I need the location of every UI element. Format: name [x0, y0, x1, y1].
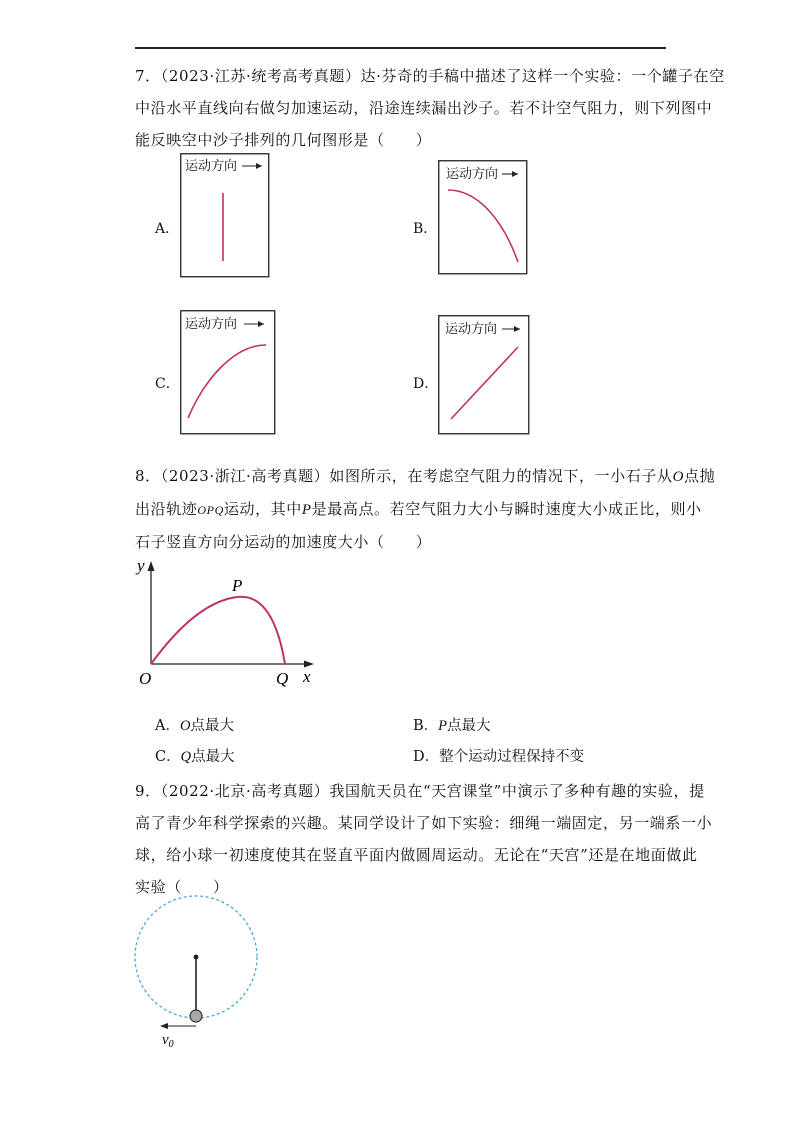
q7-b-sand-curve [448, 190, 518, 262]
q7-line-2: 中沿水平直线向右做匀加速运动，沿途连续漏出沙子。若不计空气阻力，则下列图中 [135, 99, 713, 117]
q8-choice-a-text: 点最大 [190, 718, 234, 734]
q9-circular-motion-figure [130, 888, 270, 1053]
q8-choice-c-var: Q [180, 749, 192, 765]
q7-d-direction-text: 运动方向 [445, 322, 498, 337]
q7-c-arrow-icon [244, 321, 264, 327]
q8-choice-d[interactable] [413, 745, 584, 766]
q7-option-c-label: C． [155, 376, 180, 392]
q8-choice-c-text: 点最大 [191, 749, 235, 765]
q8-var-o: O [672, 469, 684, 485]
q7-option-d-label: D． [413, 376, 439, 392]
header-rule [135, 47, 666, 49]
q7-option-a-label: A． [155, 221, 180, 237]
q8-line-2-mid: 运动，其中 [223, 500, 302, 518]
question-9-text [135, 775, 713, 903]
q8-y-label: y [137, 556, 145, 575]
q8-peak-label: P [232, 576, 243, 595]
q8-choice-d-prefix: D． [413, 749, 440, 765]
q7-a-direction-text: 运动方向 [185, 159, 238, 174]
q8-var-p: P [301, 502, 312, 518]
q7-option-c-figure[interactable] [180, 310, 276, 435]
q7-b-arrow-icon [502, 171, 518, 177]
q8-line-1 [135, 460, 716, 493]
q7-c-sand-curve [188, 345, 266, 418]
question-7-text [135, 60, 725, 156]
q8-choice-b-prefix: B． [413, 718, 439, 734]
q8-line-1-post: 点抛 [684, 467, 716, 485]
q7-option-d-figure[interactable] [438, 315, 530, 435]
q8-trajectory-figure [135, 556, 325, 688]
q8-line-3: 石子竖直方向分运动的加速度大小（ ） [135, 533, 432, 551]
q8-choice-b[interactable] [413, 714, 491, 735]
q8-line-1-pre: 8．（2023·浙江·高考真题）如图所示，在考虑空气阻力的情况下，一小石子从 [135, 467, 673, 485]
q8-choice-a-var: O [179, 718, 191, 734]
q7-b-direction-text: 运动方向 [446, 167, 499, 182]
q8-choice-b-var: P [438, 718, 448, 734]
q7-line-1: 7．（2023·江苏·统考高考真题）达·芬奇的手稿中描述了这样一个实验：一个罐子在空 [135, 67, 725, 85]
q8-choice-a-prefix: A． [155, 718, 180, 734]
q8-landing-label: Q [276, 669, 289, 688]
q8-choice-d-text: 整个运动过程保持不变 [439, 749, 585, 765]
q8-choice-c[interactable] [155, 745, 235, 766]
q7-option-b-label: B． [413, 221, 438, 237]
q8-origin-label: O [139, 669, 152, 688]
q8-var-opq: OPQ [197, 503, 224, 517]
q8-line-2 [135, 493, 702, 526]
q8-y-axis [148, 561, 155, 664]
q8-line-2-post: 是最高点。若空气阻力大小与瞬时速度大小成正比，则小 [311, 500, 702, 518]
q7-option-a-figure[interactable] [180, 153, 270, 278]
q9-velocity-arrow-icon [160, 1023, 196, 1029]
q8-choice-c-prefix: C． [155, 749, 181, 765]
q9-line-3: 球，给小球一初速度使其在竖直平面内做圆周运动。无论在“天宫”还是在地面做此 [135, 846, 698, 864]
q8-choice-a[interactable] [155, 714, 234, 735]
q7-d-arrow-icon [502, 326, 520, 332]
q7-c-direction-text: 运动方向 [185, 317, 238, 332]
q9-line-1: 9．（2022·北京·高考真题）我国航天员在“天宫课堂”中演示了多种有趣的实验，提 [135, 782, 705, 800]
q9-line-2: 高了青少年科学探索的兴趣。某同学设计了如下实验：细绳一端固定，另一端系一小 [135, 814, 713, 832]
q9-ball [190, 1010, 202, 1022]
q8-line-2-pre: 出沿轨迹 [135, 500, 198, 518]
question-8-text [135, 460, 716, 558]
q9-line-4: 实验（ ） [135, 878, 229, 896]
q8-choice-b-text: 点最大 [447, 718, 491, 734]
q8-x-label: x [303, 667, 311, 686]
q7-option-b-figure[interactable] [438, 160, 528, 275]
q7-line-3: 能反映空中沙子排列的几何图形是（ ） [135, 131, 432, 149]
q9-velocity-label: $v_0$ [162, 1032, 174, 1050]
q8-x-axis [151, 661, 314, 668]
q8-trajectory-curve [151, 597, 285, 664]
q7-d-sand-line [451, 347, 518, 419]
q7-a-arrow-icon [242, 163, 262, 169]
